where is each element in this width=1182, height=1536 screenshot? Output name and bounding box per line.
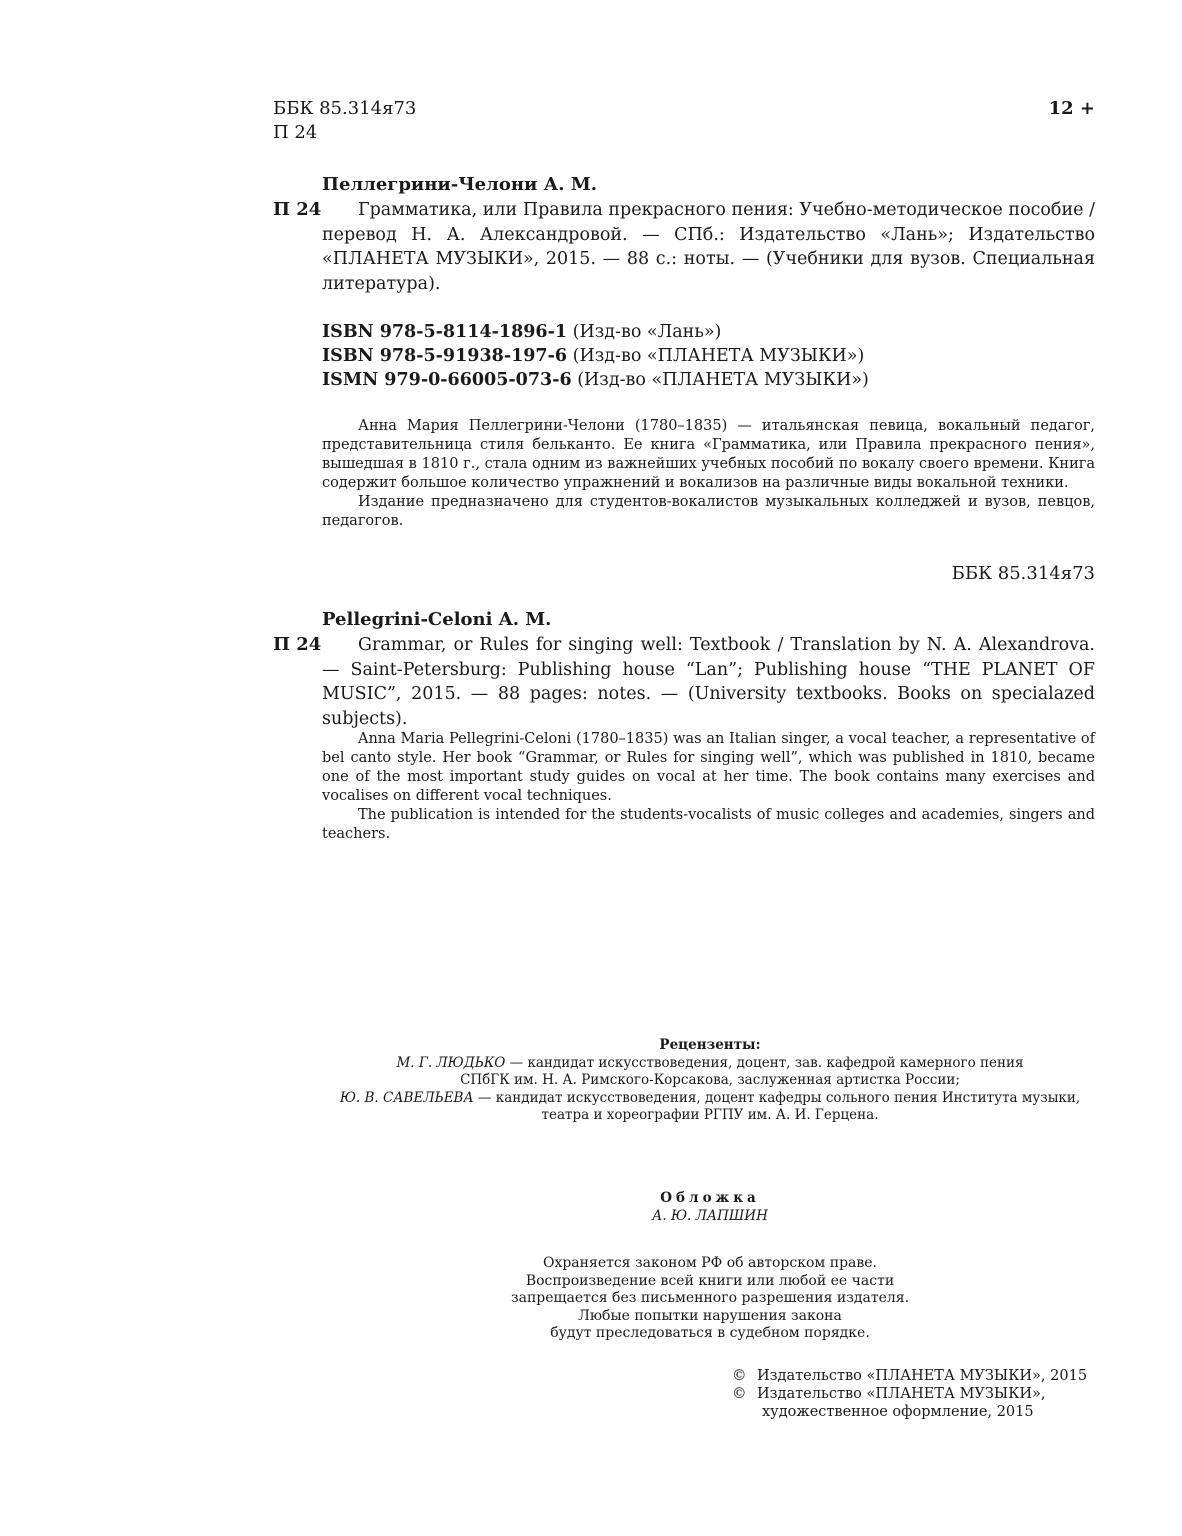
abstract-ru: [322, 417, 1095, 531]
isbn-publisher: (Изд-во «ПЛАНЕТА МУЗЫКИ»): [572, 346, 865, 366]
reviewer-2-desc: — кандидат искусствоведения, доцент кафедры сольного пения Института музыки,: [473, 1089, 1081, 1106]
copyright-holder-2: Издательство «ПЛАНЕТА МУЗЫКИ»,: [757, 1386, 1046, 1402]
reviewers-block: [280, 1037, 1140, 1125]
copyright-line-1: [732, 1367, 1087, 1385]
copyright-holders: [732, 1367, 1087, 1421]
ismn-publisher: (Изд-во «ПЛАНЕТА МУЗЫКИ»): [577, 370, 869, 390]
copyright-symbol: ©: [732, 1386, 747, 1402]
isbn-line: [322, 344, 869, 368]
cover-credit: [480, 1190, 940, 1225]
reviewer-1: [280, 1055, 1140, 1073]
abstract-en: [322, 730, 1095, 844]
bibliography-ru: Грамматика, или Правила прекрасного пения: Учебно-методическое пособие / перевод Н. А. Александровой. — СПб.: Издательство «Лань»; Издательство «ПЛАНЕТА МУЗЫКИ», 2015. — 88 с.: ноты. — (Учебники для вузов. Специальная литература).: [322, 200, 1095, 294]
author-ru: Пеллегрини-Челони А. М.: [322, 174, 598, 195]
abstract-ru-paragraph-2: Издание предназначено для студентов-вокалистов музыкальных колледжей и вузов, певцов, педагогов.: [322, 494, 1095, 529]
reviewer-2-name: Ю. В. САВЕЛЬЕВА: [339, 1089, 474, 1106]
bbk-footer-ru: ББК 85.314я73: [951, 563, 1095, 584]
reviewers-title: Рецензенты:: [659, 1037, 761, 1053]
copyright-notice: [480, 1255, 940, 1343]
ismn-number: ISMN 979-0-66005-073-6: [322, 370, 572, 390]
notice-line: Охраняется законом РФ об авторском праве.: [542, 1255, 878, 1271]
copyright-holder-2-detail: художественное оформление, 2015: [762, 1404, 1034, 1420]
reviewer-1-affiliation: СПбГК им. Н. А. Римского-Корсакова, заслуженная артистка России;: [460, 1072, 960, 1088]
cover-title: Обложка: [660, 1190, 760, 1206]
abstract-ru-paragraph-1: Анна Мария Пеллегрини-Челони (1780–1835) — итальянская певица, вокальный педагог, представительница стиля бельканто. Ее книга «Грамматика, или Правила прекрасного пения», вышедшая в 1810 г., стала одним из важнейших учебных пособий по вокалу своего времени. Книга содержит большое количество упражнений и вокализов на различные виды вокальной техники.: [322, 418, 1095, 491]
notice-line: будут преследоваться в судебном порядке.: [550, 1325, 870, 1341]
isbn-number: ISBN 978-5-8114-1896-1: [322, 322, 568, 342]
reviewer-2: [280, 1090, 1140, 1108]
reviewer-1-name: М. Г. ЛЮДЬКО: [396, 1054, 506, 1071]
copyright-symbol: ©: [732, 1368, 747, 1384]
age-rating: 12 +: [1048, 98, 1095, 119]
isbn-publisher: (Изд-во «Лань»): [572, 322, 722, 342]
cover-artist: А. Ю. ЛАПШИН: [652, 1207, 768, 1224]
bbk-header: ББК 85.314я73: [273, 98, 417, 119]
copyright-holder-1: Издательство «ПЛАНЕТА МУЗЫКИ», 2015: [757, 1368, 1088, 1384]
isbn-number: ISBN 978-5-91938-197-6: [322, 346, 568, 366]
ismn-line: [322, 368, 869, 392]
notice-line: запрещается без письменного разрешения издателя.: [510, 1290, 910, 1306]
copyright-line-2: [732, 1385, 1087, 1403]
abstract-en-paragraph-1: Anna Maria Pellegrini-Celoni (1780–1835) was an Italian singer, a vocal teacher, a representative of bel canto style. Her book “Grammar, or Rules for singing well”, which was published in 1810, became one of the most important study guides on vocal at her time. The book contains many exercises and vocalises on different vocal techniques.: [322, 731, 1095, 804]
author-en: Pellegrini-Celoni A. M.: [322, 609, 552, 630]
classification-code: П 24: [273, 122, 318, 143]
record-code-en: П 24: [273, 634, 322, 655]
isbn-list: [322, 320, 869, 392]
reviewer-2-affiliation: театра и хореографии РГПУ им. А. И. Герцена.: [541, 1107, 879, 1123]
reviewer-1-desc: — кандидат искусствоведения, доцент, зав. кафедрой камерного пения: [505, 1054, 1024, 1071]
notice-line: Воспроизведение всей книги или любой ее части: [525, 1272, 895, 1289]
abstract-en-paragraph-2: The publication is intended for the students-vocalists of music colleges and academies, singers and teachers.: [322, 807, 1095, 842]
bibliography-en: Grammar, or Rules for singing well: Textbook / Translation by N. A. Alexandrova. — Saint-Petersburg: Publishing house “Lan”; Publishing house “THE PLANET OF MUSIC”, 2015. — 88 pages: notes. — (University textbooks. Books on specialazed subjects).: [322, 635, 1095, 729]
record-code-ru: П 24: [273, 199, 322, 220]
isbn-line: [322, 320, 869, 344]
notice-line: Любые попытки нарушения закона: [578, 1307, 842, 1324]
